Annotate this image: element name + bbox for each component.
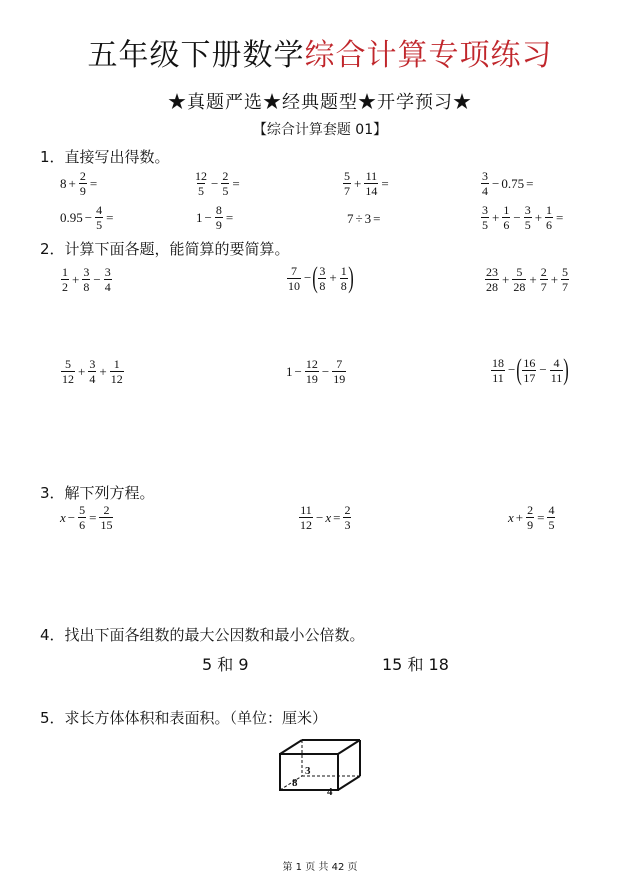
fraction [110, 358, 124, 385]
numerator: 8 [215, 203, 222, 217]
denominator: 5 [96, 218, 103, 232]
q1-item [347, 211, 382, 227]
operator: = [526, 175, 534, 191]
fraction [561, 266, 569, 293]
denominator: 10 [288, 278, 300, 293]
operator: − [321, 363, 330, 379]
operator: − [67, 509, 76, 525]
paren: ( [516, 353, 523, 386]
denominator: 14 [365, 184, 378, 198]
denominator: 12 [110, 372, 123, 386]
denominator: 15 [100, 518, 113, 532]
denominator: 28 [486, 280, 498, 294]
operator: = [556, 209, 564, 225]
fraction [485, 266, 499, 293]
q4-heading: 4．找出下面各组数的最大公因数和最小公倍数。 [40, 626, 365, 644]
fraction [78, 504, 86, 531]
operator: + [78, 363, 86, 379]
numerator: 1 [62, 265, 68, 279]
operator: + [550, 271, 559, 287]
operator: = [381, 175, 389, 191]
operator: + [492, 209, 500, 225]
denominator: 6 [79, 518, 86, 532]
term: x [508, 509, 514, 525]
denominator: 28 [513, 280, 526, 294]
numerator: 4 [548, 503, 555, 517]
q1-item [480, 170, 535, 197]
fraction [550, 357, 564, 384]
numerator: 11 [300, 503, 312, 517]
q1-heading: 1．直接写出得数。 [40, 148, 170, 166]
operator: = [89, 509, 97, 525]
operator: + [68, 175, 76, 191]
fraction [318, 265, 326, 292]
subtitle: ★真题严选★经典题型★开学预习★ [168, 92, 472, 113]
numerator: 4 [96, 203, 103, 217]
numerator: 5 [516, 265, 523, 279]
operator: − [492, 175, 500, 191]
title-red: 综合计算专项练习 [304, 38, 553, 73]
denominator: 7 [344, 184, 350, 198]
denominator: 8 [319, 278, 326, 293]
fraction [502, 204, 510, 231]
dim-length: 4 [327, 786, 333, 796]
term: 0.95 [60, 209, 83, 225]
q1-item [60, 204, 115, 231]
fraction [99, 504, 113, 531]
fraction [305, 358, 319, 385]
numerator: 5 [562, 265, 569, 279]
denominator: 5 [548, 518, 555, 532]
numerator: 12 [305, 357, 318, 371]
term: 8 [60, 175, 67, 191]
numerator: 3 [104, 265, 111, 279]
fraction [95, 204, 103, 231]
cuboid-figure [274, 734, 370, 796]
denominator: 7 [562, 280, 569, 294]
operator: − [539, 362, 547, 377]
set-title: 【综合计算套题 01】 [252, 122, 388, 138]
operator: − [84, 209, 93, 225]
operator: = [89, 175, 98, 191]
numerator: 3 [524, 203, 531, 217]
fraction [82, 266, 90, 293]
numerator: 2 [527, 503, 534, 517]
term: 3 [364, 211, 372, 226]
fraction [540, 266, 548, 293]
fraction [215, 204, 223, 231]
q4-pair-2: 15 和 18 [382, 655, 449, 674]
denominator: 5 [222, 184, 229, 198]
operator: − [316, 509, 324, 525]
q3-item [508, 504, 556, 531]
operator: + [534, 209, 543, 225]
denominator: 19 [305, 372, 318, 386]
q5-heading: 5．求长方体体积和表面积。（单位：厘米） [40, 709, 328, 727]
fraction [104, 266, 112, 293]
denominator: 2 [62, 280, 68, 294]
numerator: 2 [79, 169, 86, 183]
paren: ) [563, 353, 569, 386]
operator: − [513, 209, 521, 225]
denominator: 9 [79, 184, 86, 198]
numerator: 3 [482, 203, 488, 217]
fraction [512, 266, 526, 293]
numerator: 1 [340, 263, 347, 278]
q1-item [193, 170, 242, 197]
fraction [287, 265, 301, 292]
fraction [61, 358, 75, 385]
fraction [481, 170, 489, 197]
dim-width: 8 [292, 777, 298, 789]
numerator: 12 [195, 169, 207, 183]
denominator: 5 [198, 184, 204, 198]
dim-height: 3 [305, 765, 311, 777]
numerator: 2 [344, 503, 351, 517]
operator: = [106, 209, 114, 225]
page-title [0, 30, 640, 74]
denominator: 12 [62, 372, 74, 386]
term: 1 [196, 209, 203, 225]
fraction [79, 170, 87, 197]
q1-item [60, 170, 99, 197]
numerator: 3 [319, 263, 326, 278]
q2-item [490, 355, 568, 385]
operator: + [354, 175, 362, 191]
denominator: 12 [300, 518, 312, 532]
denominator: 8 [340, 278, 347, 293]
numerator: 7 [336, 357, 343, 371]
term: x [325, 509, 332, 525]
denominator: 4 [104, 280, 111, 294]
term: 7 [347, 211, 354, 226]
operator: − [211, 175, 219, 191]
operator: = [232, 175, 240, 191]
fraction [88, 358, 96, 385]
term: 0.75 [501, 175, 525, 191]
denominator: 17 [523, 370, 536, 385]
denominator: 19 [333, 372, 346, 386]
operator: ÷ [355, 211, 363, 226]
fraction [343, 504, 351, 531]
numerator: 1 [113, 357, 120, 371]
operator: + [329, 270, 337, 285]
fraction [299, 504, 313, 531]
q2-item [286, 263, 353, 293]
operator: = [373, 211, 381, 226]
numerator: 1 [503, 203, 510, 217]
numerator: 2 [540, 265, 547, 279]
numerator: 18 [492, 355, 504, 370]
denominator: 6 [503, 218, 510, 232]
denominator: 11 [492, 370, 504, 385]
operator: − [204, 209, 212, 225]
operator: − [93, 271, 101, 287]
page-footer: 第 1 页 共 42 页 [282, 862, 358, 873]
operator: + [99, 363, 107, 379]
operator: − [304, 270, 312, 285]
operator: − [294, 363, 302, 379]
q2-item [484, 266, 570, 293]
title-black: 五年级下册数学 [87, 38, 305, 73]
numerator: 11 [365, 169, 378, 183]
numerator: 16 [523, 355, 536, 370]
numerator: 2 [103, 503, 110, 517]
operator: − [508, 362, 516, 377]
numerator: 5 [79, 503, 86, 517]
numerator: 3 [89, 357, 96, 371]
q2-item [60, 266, 113, 293]
term: x [60, 509, 66, 525]
denominator: 4 [89, 372, 96, 386]
denominator: 6 [546, 218, 553, 232]
q2-item [60, 358, 125, 385]
q3-item [60, 504, 114, 531]
paren: ) [347, 261, 354, 294]
denominator: 11 [550, 370, 563, 385]
fraction [221, 170, 229, 197]
denominator: 5 [482, 218, 488, 232]
fraction [524, 204, 532, 231]
q3-heading: 3．解下列方程。 [40, 484, 155, 502]
operator: + [502, 271, 510, 287]
operator: + [515, 509, 524, 525]
fraction [491, 357, 505, 384]
operator: + [529, 271, 537, 287]
denominator: 4 [482, 184, 488, 198]
fraction [343, 170, 351, 197]
q1-item [342, 170, 391, 197]
numerator: 7 [291, 263, 297, 278]
fraction [194, 170, 208, 197]
fraction [61, 266, 69, 293]
numerator: 2 [222, 169, 229, 183]
numerator: 1 [546, 203, 553, 217]
numerator: 5 [65, 357, 71, 371]
numerator: 5 [344, 169, 350, 183]
q2-heading: 2．计算下面各题，能简算的要简算。 [40, 240, 290, 258]
q4-pair-1: 5 和 9 [202, 655, 249, 674]
denominator: 8 [83, 280, 90, 294]
term: 1 [286, 363, 293, 379]
denominator: 3 [344, 518, 351, 532]
q1-item [480, 204, 565, 231]
paren: ( [312, 261, 319, 294]
fraction [332, 358, 346, 385]
numerator: 23 [486, 265, 498, 279]
q2-item [286, 358, 347, 385]
denominator: 5 [524, 218, 531, 232]
numerator: 4 [553, 355, 560, 370]
fraction [481, 204, 489, 231]
operator: = [333, 509, 341, 525]
numerator: 3 [482, 169, 488, 183]
operator: = [537, 509, 545, 525]
fraction [340, 265, 348, 292]
denominator: 9 [527, 518, 534, 532]
fraction [545, 204, 553, 231]
fraction [547, 504, 555, 531]
q3-item [298, 504, 352, 531]
numerator: 3 [83, 265, 90, 279]
operator: + [72, 271, 80, 287]
fraction [364, 170, 378, 197]
operator: = [225, 209, 234, 225]
fraction [526, 504, 534, 531]
denominator: 7 [540, 280, 547, 294]
q1-item [196, 204, 235, 231]
fraction [522, 357, 536, 384]
denominator: 9 [215, 218, 222, 232]
